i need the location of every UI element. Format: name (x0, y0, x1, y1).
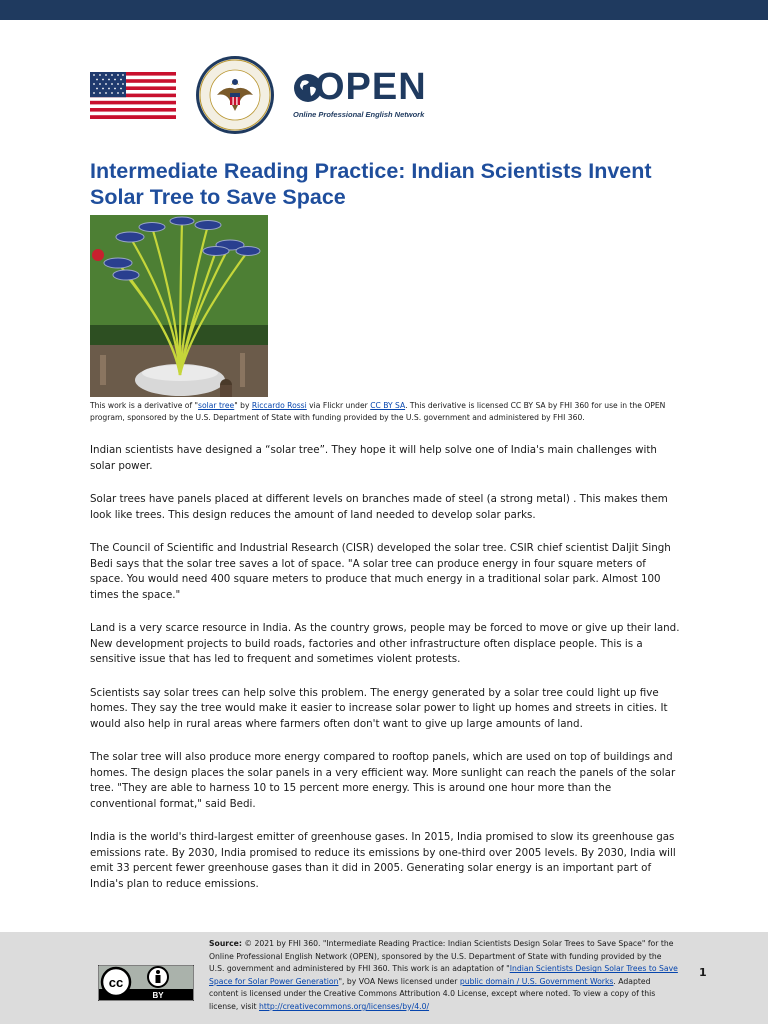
solar-tree-photo (90, 215, 268, 397)
public-domain-link[interactable]: public domain / U.S. Government Works (459, 976, 614, 986)
department-of-state-seal-icon (195, 55, 275, 135)
source-attribution: Source: © 2021 by FHI 360. "Intermediate Reading Practice: Indian Scientists Design Solar Trees to Save Space" for the Online Professional English Network (OPEN), sponsored by the U.S. Department of State with funding provided by the U.S. government and administered by FHI 360. This work is an adaptation of "Indian Scientists Design Solar Trees to Save Space for Solar Power Generation", by VOA News licensed under public domain / U.S. Government Works. Adapted content is licensed under the Creative Commons Attribution 4.0 License, except where noted. To view a copy of this license, visit http://creativecommons.org/licenses/by/4.0/ (209, 939, 678, 1011)
image-credit-caption: This work is a derivative of "solar tree" by Riccardo Rossi via Flickr under CC BY SA. This derivative is licensed CC BY SA by FHI 360 for use in the OPEN program, sponsored by the U.S. Department of State with funding provided by the U.S. government and administered by FHI 360. (90, 401, 666, 422)
top-bar (0, 0, 768, 20)
svg-text:cc: cc (108, 975, 124, 990)
creative-commons-license-icon[interactable] (98, 965, 194, 1001)
us-flag-icon (90, 72, 176, 119)
paragraph: The Council of Scientific and Industrial Research (CISR) developed the solar tree. CSIR chief scientist Daljit Singh Bedi says that the solar tree saves a lot of space. "A solar tree can produce energy in four square meters of space. You would need 400 square meters to produce that much energy in a traditional solar park. Almost 100 times the space." (90, 542, 671, 601)
cc-by-label: BY (152, 991, 164, 1000)
cc-license-url-link[interactable]: http://creativecommons.org/licenses/by/4.0/ (259, 1001, 430, 1011)
open-logo-subtitle: Online Professional English Network (293, 110, 425, 119)
article-body (90, 443, 680, 910)
paragraph: Land is a very scarce resource in India. As the country grows, people may be forced to move or give up their land. New development projects to build roads, factories and other infrastructure often displace people. This is a sensitive issue that has led to frequent and sometimes violent protests. (90, 622, 680, 665)
voa-article-link[interactable]: Indian Scientists Design Solar Trees to Save Space for Solar Power Generation (209, 964, 678, 986)
paragraph: Indian scientists have designed a “solar tree”. They hope it will help solve one of India's main challenges with solar power. (90, 444, 657, 472)
paragraph: Scientists say solar trees can help solve this problem. The energy generated by a solar tree could light up five homes. They say the tree would make it easier to increase solar power to light up homes and streets in cities. It would also help in rural areas where farmers often don't want to give up large amounts of land. (90, 686, 668, 730)
solar-tree-link[interactable]: solar tree (198, 401, 235, 410)
cc-by-sa-link[interactable]: CC BY SA (370, 401, 406, 410)
paragraph: India is the world's third-largest emitter of greenhouse gases. In 2015, India promised to slow its greenhouse gas emissions rate. By 2030, India promised to reduce its emissions by one-third over 2005 levels. By 2030, India will emit 33 percent fewer greenhouse gases than it did in 2005. Generating solar energy is an important part of India's plan to reduce emissions. (90, 831, 676, 890)
paragraph: Solar trees have panels placed at different levels on branches made of steel (a strong metal) . This makes them look like trees. This design reduces the amount of land needed to develop solar parks. (90, 493, 668, 521)
open-logo-word: OPEN (315, 66, 427, 108)
open-logo (293, 66, 433, 122)
paragraph: The solar tree will also produce more energy compared to rooftop panels, which are used on top of buildings and homes. The design places the solar panels in a very efficient way. More sunlight can reach the panels of the solar tree. "They are able to harness 10 to 15 percent more energy. This is around one hour more than the conventional format," said Bedi. (90, 751, 676, 810)
page-title: Intermediate Reading Practice: Indian Scientists Invent Solar Tree to Save Space (90, 159, 652, 209)
riccardo-rossi-link[interactable]: Riccardo Rossi (251, 401, 307, 410)
page-number: 1 (699, 966, 707, 979)
